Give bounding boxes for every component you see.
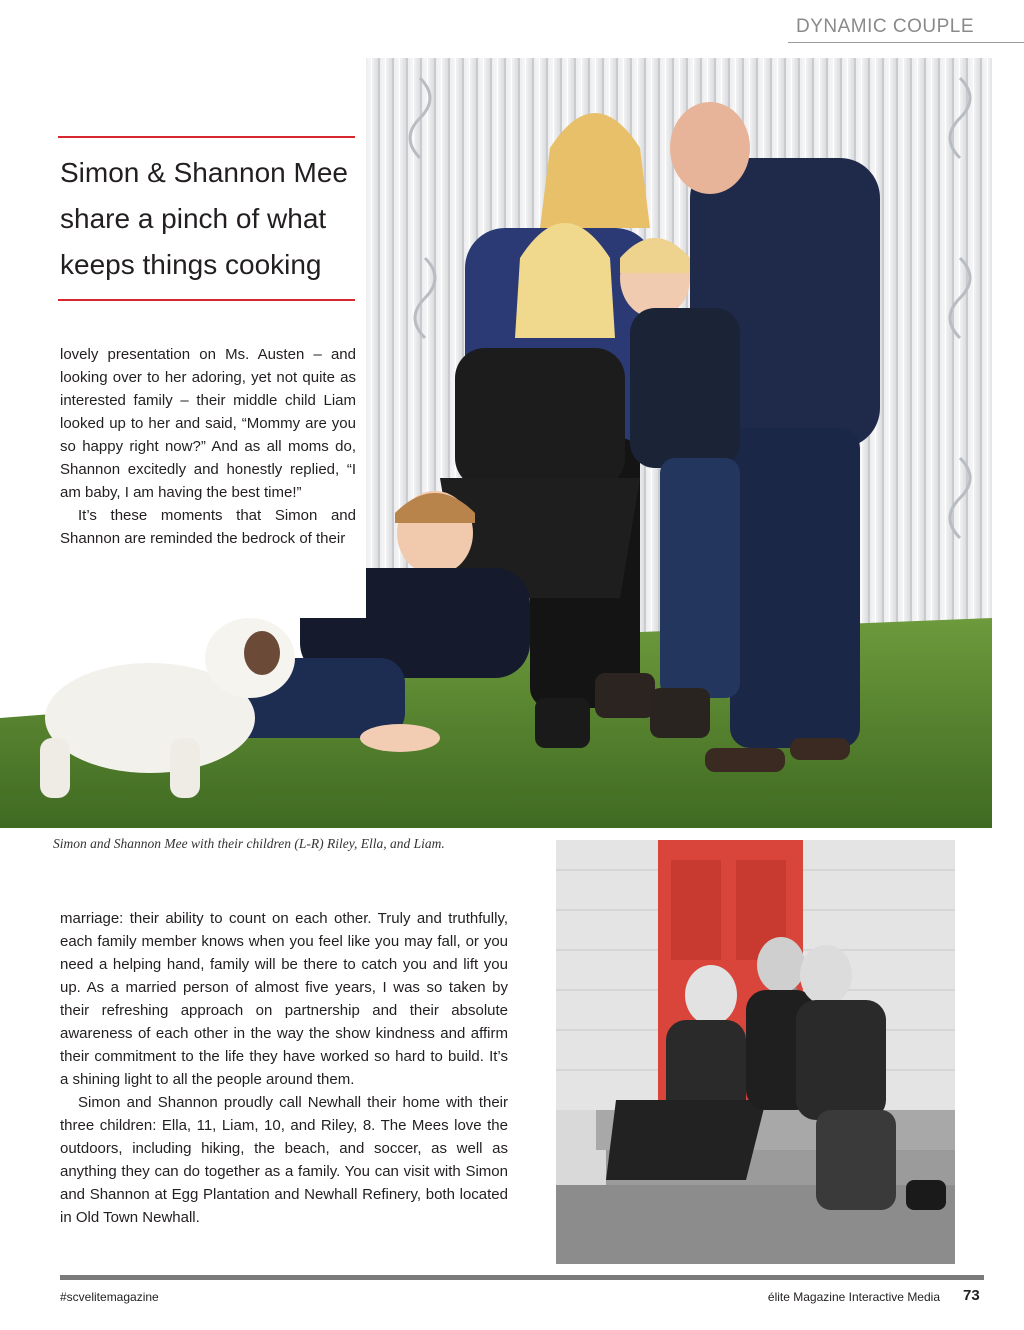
quote-rule-top bbox=[58, 136, 355, 138]
column2-paragraph-1: marriage: their ability to count on each other. Truly and truthfully, each family member knows when you feel like you may fall, or you need a helping hand, family will be there to catch you and lift you up. As a married person of almost five years, I was so taken by their refreshing approach on partnership and their absolute awareness of each other in the way the show kindness and affirm their commitment to the life they have worked so hard to build. It’s a shining light to all the people around them. bbox=[60, 910, 508, 1088]
footer-publication: élite Magazine Interactive Media bbox=[767, 1290, 940, 1304]
pull-quote: Simon & Shannon Mee share a pinch of what keeps things cooking bbox=[60, 157, 348, 280]
column1-paragraph-2: It’s these moments that Simon and Shannon are reminded the bedrock of their bbox=[60, 507, 356, 547]
section-rule bbox=[788, 42, 1024, 43]
footer-hashtag: #scvelitemagazine bbox=[60, 1290, 159, 1304]
quote-rule-bottom bbox=[58, 299, 355, 301]
children-photo bbox=[556, 840, 955, 1264]
body-column-1 bbox=[60, 343, 356, 550]
section-label: DYNAMIC COUPLE bbox=[796, 16, 975, 37]
photo-caption: Simon and Shannon Mee with their children (L-R) Riley, Ella, and Liam. bbox=[53, 836, 445, 851]
column1-paragraph-1: lovely presentation on Ms. Austen – and looking over to her adoring, yet not quite as interested family – their middle child Liam looked up to her and said, “Mommy are you so happy right now?” And as all moms do, Shannon excitedly and honestly replied, “I am baby, I am having the best time!” bbox=[60, 346, 356, 501]
page-number: 73 bbox=[963, 1287, 980, 1304]
body-column-2 bbox=[60, 907, 508, 1229]
footer-rule bbox=[60, 1275, 984, 1280]
column2-paragraph-2: Simon and Shannon proudly call Newhall their home with their three children: Ella, 11, Liam, 10, and Riley, 8. The Mees love the outdoors, including hiking, the beach, and soccer, as well as anything they can do together as a family. You can visit with Simon and Shannon at Egg Plantation and Newhall Refinery, both located in Old Town Newhall. bbox=[60, 1094, 508, 1226]
children-photo-illustration bbox=[556, 840, 955, 1264]
